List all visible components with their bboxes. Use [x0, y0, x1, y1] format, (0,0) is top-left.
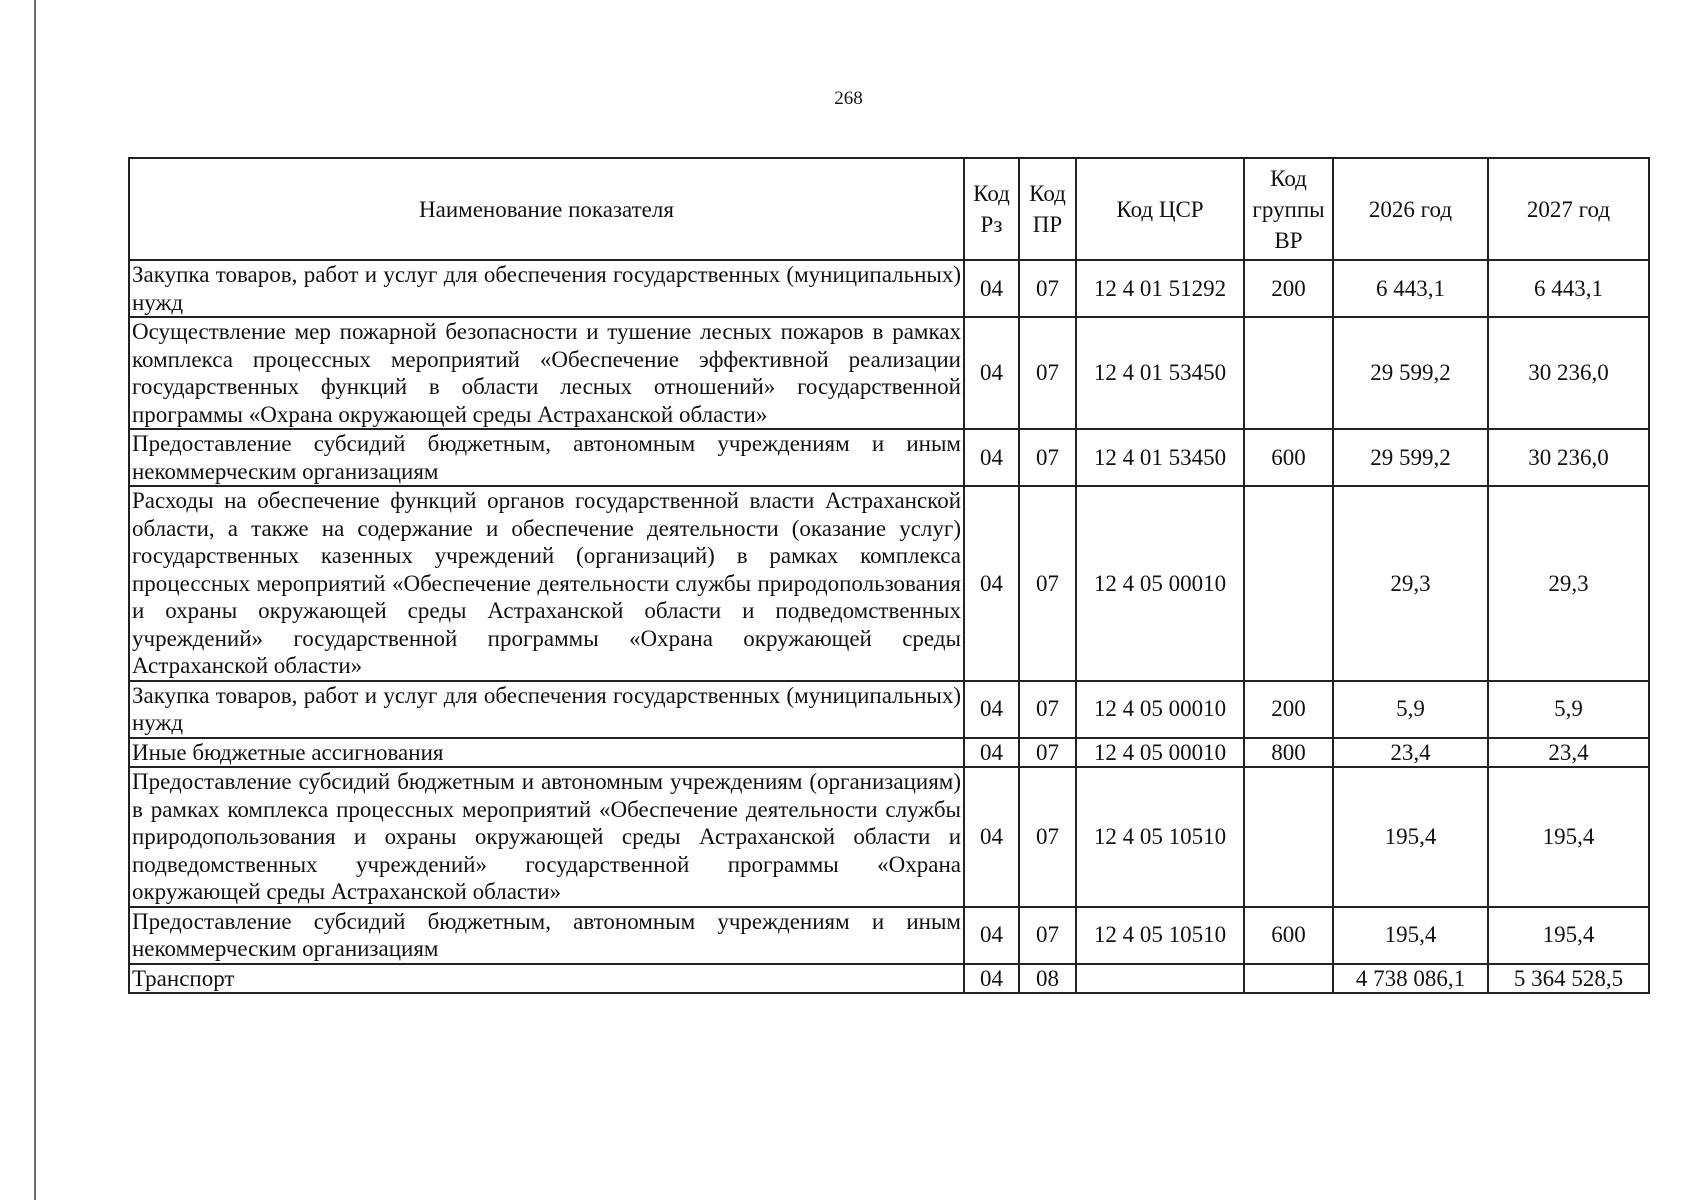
row-pr: 07 [1019, 738, 1076, 768]
table-row [129, 486, 1649, 681]
row-2026: 5,9 [1333, 681, 1488, 738]
table-row [129, 317, 1649, 429]
row-pr: 07 [1019, 317, 1076, 429]
row-vr: 600 [1244, 429, 1333, 486]
row-rz: 04 [964, 260, 1019, 317]
row-2026: 6 443,1 [1333, 260, 1488, 317]
row-rz: 04 [964, 486, 1019, 681]
row-vr: 800 [1244, 738, 1333, 768]
row-2027: 195,4 [1488, 907, 1649, 964]
row-name: Предоставление субсидий бюджетным, автономным учреждениям и иным некоммерческим организациям [129, 429, 964, 486]
row-csr: 12 4 01 51292 [1076, 260, 1244, 317]
row-2026: 29 599,2 [1333, 429, 1488, 486]
table-header-row [129, 158, 1649, 260]
table-row [129, 260, 1649, 317]
row-rz: 04 [964, 317, 1019, 429]
budget-table [128, 157, 1650, 994]
row-vr: 600 [1244, 907, 1333, 964]
row-vr: 200 [1244, 681, 1333, 738]
row-pr: 07 [1019, 907, 1076, 964]
row-2026: 195,4 [1333, 767, 1488, 907]
row-rz: 04 [964, 767, 1019, 907]
row-vr [1244, 767, 1333, 907]
row-name: Расходы на обеспечение функций органов государственной власти Астраханской области, а также на содержание и обеспечение деятельности (оказание услуг) государственных казенных учреждений (организаций) в рамках комплекса процессных мероприятий «Обеспечение деятельности службы природопользования и охраны окружающей среды Астраханской области и подведомственных учреждений» государственной программы «Охрана окружающей среды Астраханской области» [129, 486, 964, 681]
row-vr [1244, 486, 1333, 681]
row-csr: 12 4 05 10510 [1076, 767, 1244, 907]
row-2026: 195,4 [1333, 907, 1488, 964]
row-name: Предоставление субсидий бюджетным и автономным учреждениям (организациям) в рамках комплекса процессных мероприятий «Обеспечение деятельности службы природопользования и охраны окружающей среды Астраханской области и подведомственных учреждений» государственной программы «Охрана окружающей среды Астраханской области» [129, 767, 964, 907]
row-2027: 29,3 [1488, 486, 1649, 681]
header-name: Наименование показателя [129, 158, 964, 260]
table-row [129, 738, 1649, 768]
row-2026: 29,3 [1333, 486, 1488, 681]
row-name: Закупка товаров, работ и услуг для обеспечения государственных (муниципальных) нужд [129, 681, 964, 738]
row-vr [1244, 317, 1333, 429]
header-rz: Код Рз [964, 158, 1019, 260]
row-2027: 30 236,0 [1488, 317, 1649, 429]
row-name: Предоставление субсидий бюджетным, автономным учреждениям и иным некоммерческим организациям [129, 907, 964, 964]
row-2026: 4 738 086,1 [1333, 964, 1488, 994]
row-name: Иные бюджетные ассигнования [129, 738, 964, 768]
page-number: 268 [834, 88, 863, 109]
row-2027: 195,4 [1488, 767, 1649, 907]
row-2027: 6 443,1 [1488, 260, 1649, 317]
row-rz: 04 [964, 429, 1019, 486]
table-row [129, 767, 1649, 907]
row-2027: 5 364 528,5 [1488, 964, 1649, 994]
row-vr [1244, 964, 1333, 994]
table-row [129, 907, 1649, 964]
row-csr: 12 4 05 00010 [1076, 681, 1244, 738]
scan-edge-line [34, 0, 36, 1200]
row-2027: 5,9 [1488, 681, 1649, 738]
row-pr: 07 [1019, 486, 1076, 681]
row-csr [1076, 964, 1244, 994]
table-row [129, 429, 1649, 486]
row-pr: 07 [1019, 767, 1076, 907]
header-pr: Код ПР [1019, 158, 1076, 260]
row-2026: 29 599,2 [1333, 317, 1488, 429]
row-pr: 07 [1019, 681, 1076, 738]
row-name: Осуществление мер пожарной безопасности и тушение лесных пожаров в рамках комплекса процессных мероприятий «Обеспечение эффективной реализации государственных функций в области лесных отношений» государственной программы «Охрана окружающей среды Астраханской области» [129, 317, 964, 429]
row-rz: 04 [964, 738, 1019, 768]
row-pr: 07 [1019, 429, 1076, 486]
header-2026: 2026 год [1333, 158, 1488, 260]
row-csr: 12 4 05 00010 [1076, 486, 1244, 681]
row-csr: 12 4 05 10510 [1076, 907, 1244, 964]
row-pr: 07 [1019, 260, 1076, 317]
row-name: Транспорт [129, 964, 964, 994]
header-vr: Код группы ВР [1244, 158, 1333, 260]
row-rz: 04 [964, 964, 1019, 994]
row-rz: 04 [964, 907, 1019, 964]
row-2027: 23,4 [1488, 738, 1649, 768]
row-rz: 04 [964, 681, 1019, 738]
row-2027: 30 236,0 [1488, 429, 1649, 486]
header-2027: 2027 год [1488, 158, 1649, 260]
row-name: Закупка товаров, работ и услуг для обеспечения государственных (муниципальных) нужд [129, 260, 964, 317]
row-2026: 23,4 [1333, 738, 1488, 768]
row-csr: 12 4 05 00010 [1076, 738, 1244, 768]
row-pr: 08 [1019, 964, 1076, 994]
header-csr: Код ЦСР [1076, 158, 1244, 260]
row-csr: 12 4 01 53450 [1076, 317, 1244, 429]
row-csr: 12 4 01 53450 [1076, 429, 1244, 486]
table-row [129, 681, 1649, 738]
table-row [129, 964, 1649, 994]
row-vr: 200 [1244, 260, 1333, 317]
